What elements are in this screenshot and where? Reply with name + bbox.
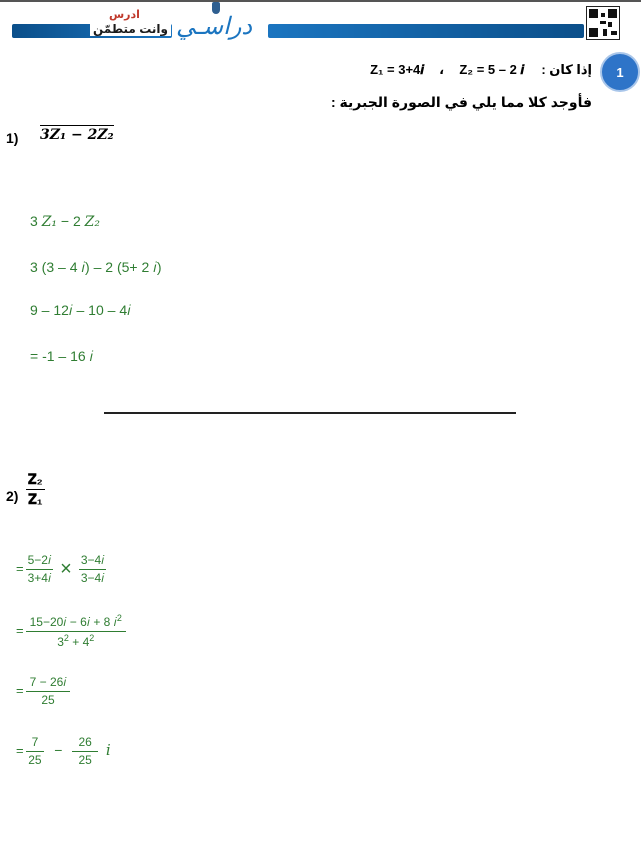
- step3-numerator: 7 − 26𝑖: [26, 676, 71, 692]
- problem1-label: 1): [6, 130, 19, 146]
- step2-den-a: 3: [57, 635, 64, 650]
- answer-imag-den: 25: [78, 753, 92, 768]
- problem2-step-2: [16, 614, 126, 649]
- z2-definition: Z₂ = 5 – 2 𝒊: [459, 62, 525, 77]
- question-given-line: [330, 62, 592, 78]
- answer-real-num: 7: [26, 736, 45, 752]
- problem1-conjugate-expression: 3𝒁₁ − 2𝒁₂: [40, 127, 114, 143]
- answer-fraction-real: [26, 736, 45, 767]
- step2-numerator: [26, 614, 126, 632]
- problem2-fraction: [26, 472, 45, 508]
- problem1-answer: = -1 – 16 𝑖: [30, 348, 94, 364]
- question-instruction: فأوجد كلا مما يلي في الصورة الجبرية :: [330, 94, 592, 110]
- logo-tagline-small: ادرس: [109, 9, 140, 21]
- step2-den-exp2: 2: [89, 633, 95, 644]
- imaginary-unit: 𝑖: [105, 740, 111, 759]
- step0-z1-conjugate: 𝑍̄₁: [41, 214, 58, 230]
- step2-den-exp1: 2: [63, 633, 69, 644]
- problem1-step-1: 3 (3 – 4 𝑖) – 2 (5+ 2 𝑖): [30, 259, 162, 275]
- problem1-expression: [40, 127, 114, 143]
- answer-fraction-imag: [72, 736, 97, 767]
- logo-tagline: وانت متطمّن: [90, 22, 171, 36]
- step1-num-b: 3−4𝑖: [79, 554, 107, 570]
- step2-num-text: 15−20𝑖 − 6𝑖 + 8 𝑖: [29, 615, 117, 629]
- top-rule: [0, 0, 641, 2]
- step1-den-a: 3+4𝑖: [27, 571, 52, 586]
- step2-denominator: [55, 632, 96, 649]
- minus-sign: −: [54, 741, 63, 758]
- step1-num-a: 5−2𝑖: [26, 554, 54, 570]
- step1-den-b: 3−4𝑖: [80, 571, 105, 586]
- qr-code-icon: [586, 6, 620, 40]
- question-number-badge: 1: [600, 52, 640, 92]
- problem2-denominator: 𝐙₁: [28, 491, 43, 508]
- problem1-step-0: [30, 213, 100, 230]
- problem2-answer: [16, 736, 111, 767]
- step0-coef-a: 3: [30, 213, 42, 229]
- step0-minus: − 2: [57, 213, 85, 229]
- given-separator: ،: [439, 62, 445, 77]
- logo-script: دراسـي: [176, 12, 253, 40]
- problem1-step-2: 9 – 12𝑖 – 10 – 4𝑖: [30, 302, 131, 318]
- problem2-expression: [26, 472, 45, 508]
- answer-imag-num: 26: [72, 736, 97, 752]
- step2-den-plus: + 4: [68, 635, 90, 650]
- step0-z2-conjugate: 𝑍̄₂: [84, 214, 101, 230]
- z1-definition: Z₁ = 3+4𝒊: [370, 62, 424, 77]
- problem2-label: 2): [6, 488, 19, 504]
- step3-denominator: 25: [41, 693, 55, 708]
- step1-fraction-b: [79, 554, 107, 585]
- multiply-sign: ×: [60, 558, 72, 581]
- step2-fraction: [26, 614, 126, 649]
- problem2-numerator: 𝐙₂: [26, 472, 45, 490]
- equals-sign: =: [16, 682, 24, 698]
- step1-fraction-a: [26, 554, 54, 585]
- section-divider: [104, 412, 516, 414]
- problem2-step-3: [16, 676, 70, 707]
- step2-num-exp: 2: [116, 613, 122, 623]
- answer-real-den: 25: [28, 753, 42, 768]
- step3-fraction: [26, 676, 71, 707]
- header-bar-right: [268, 24, 584, 38]
- given-lead: إذا كان :: [541, 62, 592, 77]
- problem2-step-1: [16, 554, 106, 585]
- equals-sign: =: [16, 622, 24, 638]
- equals-sign: =: [16, 742, 24, 758]
- equals-sign: =: [16, 560, 24, 576]
